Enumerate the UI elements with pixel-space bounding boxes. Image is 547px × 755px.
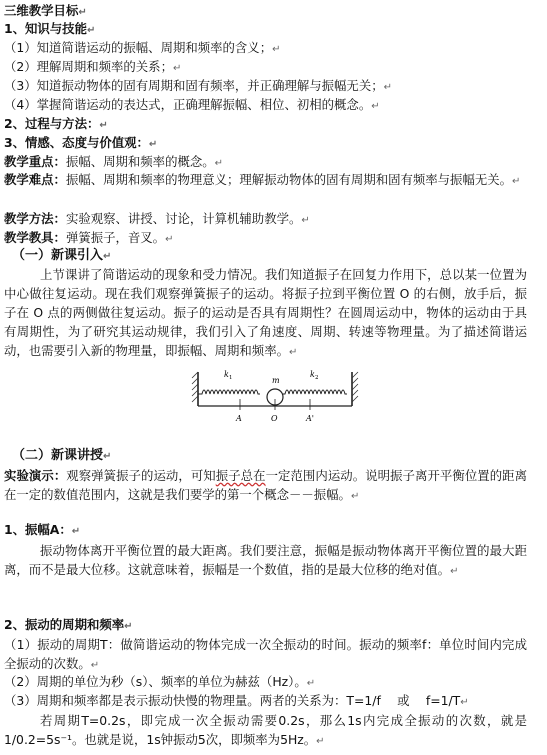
experiment-demo: 实验演示：观察弹簧振子的运动，可知振子总在一定范围内运动。说明振子离开平衡位置的距离在一定的数值范围内，这就是我们要学的第一个概念－－振幅。↵ — [4, 468, 528, 502]
label-m: m — [272, 376, 280, 385]
label-k2-sub: 2 — [315, 375, 319, 381]
teaching-difficulty: 教学难点：振幅、周期和频率的物理意义；理解振动物体的固有周期和固有频率与振幅无关。↵ — [4, 172, 521, 187]
intro-paragraph: 上节课讲了简谐运动的现象和受力情况。我们知道振子在回复力作用下，总以某一位置为中心做往复运动。现在我们观察弹簧振子的运动。将振子拉到平衡位置 O 的右侧，放手后，振子在 O 点的两侧做往复运动。振子的运动是否具有周期性？在圆周运动中，物体的运动由于具有周期性，为了研究其运动规律，我们引入了角速度、周期、转速等物理量。为了描述简谐运动，也需要引入新的物理量，即振幅、周期和频率。↵ — [4, 267, 527, 358]
doc-title: 三维教学目标↵ — [4, 3, 87, 18]
label-k2: k — [310, 370, 315, 379]
period-frequency-item-2: （2）周期的单位为秒（s）、频率的单位为赫兹（Hz）。↵ — [4, 674, 316, 689]
knowledge-item-3: （3）知道振动物体的固有周期和固有频率，并正确理解与振幅无关；↵ — [4, 78, 392, 93]
heading-knowledge: 1、知识与技能↵ — [4, 21, 96, 36]
teaching-focus: 教学重点：振幅、周期和频率的概念。↵ — [4, 154, 224, 169]
label-k1: k — [224, 370, 229, 379]
heading-amplitude: 1、振幅A：↵ — [4, 522, 81, 537]
section-lecture: （二）新课讲授↵ — [12, 448, 112, 463]
section-introduction: （一）新课引入↵ — [12, 248, 112, 263]
label-k1-sub: 1 — [229, 375, 233, 381]
period-frequency-example: 若周期T=0.2s，即完成一次全振动需要0.2s，那么1s内完成全振动的次数，就是1/0.2=5s⁻¹。也就是说，1s钟振动5次，即频率为5Hz。↵ — [4, 713, 527, 747]
right-spring — [283, 390, 347, 394]
period-frequency-item-1: （1）振动的周期T：做简谐运动的物体完成一次全振动的时间。振动的频率f：单位时间内完成全振动的次数。↵ — [4, 637, 527, 671]
period-frequency-item-3: （3）周期和频率都是表示振动快慢的物理量。两者的关系为：T=1/f 或 f=1/T↵ — [4, 693, 469, 708]
knowledge-item-4: （4）掌握简谐运动的表达式，正确理解振幅、相位、初相的概念。↵ — [4, 97, 380, 112]
heading-process: 2、过程与方法：↵ — [4, 116, 108, 131]
knowledge-item-1: （1）知道简谐运动的振幅、周期和频率的含义；↵ — [4, 40, 281, 55]
label-A: A — [236, 414, 242, 423]
spring-oscillator-figure — [190, 366, 360, 424]
left-spring — [198, 390, 260, 394]
knowledge-item-2: （2）理解周期和频率的关系；↵ — [4, 59, 182, 74]
heading-attitude: 3、情感、态度与价值观：↵ — [4, 135, 158, 150]
heading-period-frequency: 2、振动的周期和频率↵ — [4, 617, 133, 632]
label-A-prime: A' — [306, 414, 314, 423]
label-O: O — [271, 414, 278, 423]
teaching-method: 教学方法：实验观察、讲授、讨论，计算机辅助教学。↵ — [4, 211, 310, 226]
teaching-tools: 教学教具：弹簧振子，音叉。↵ — [4, 230, 174, 245]
amplitude-paragraph: 振动物体离开平衡位置的最大距离。我们要注意，振幅是振动物体离开平衡位置的最大距离，而不是最大位移。这就意味着，振幅是一个数值，指的是最大位移的绝对值。↵ — [4, 543, 527, 577]
